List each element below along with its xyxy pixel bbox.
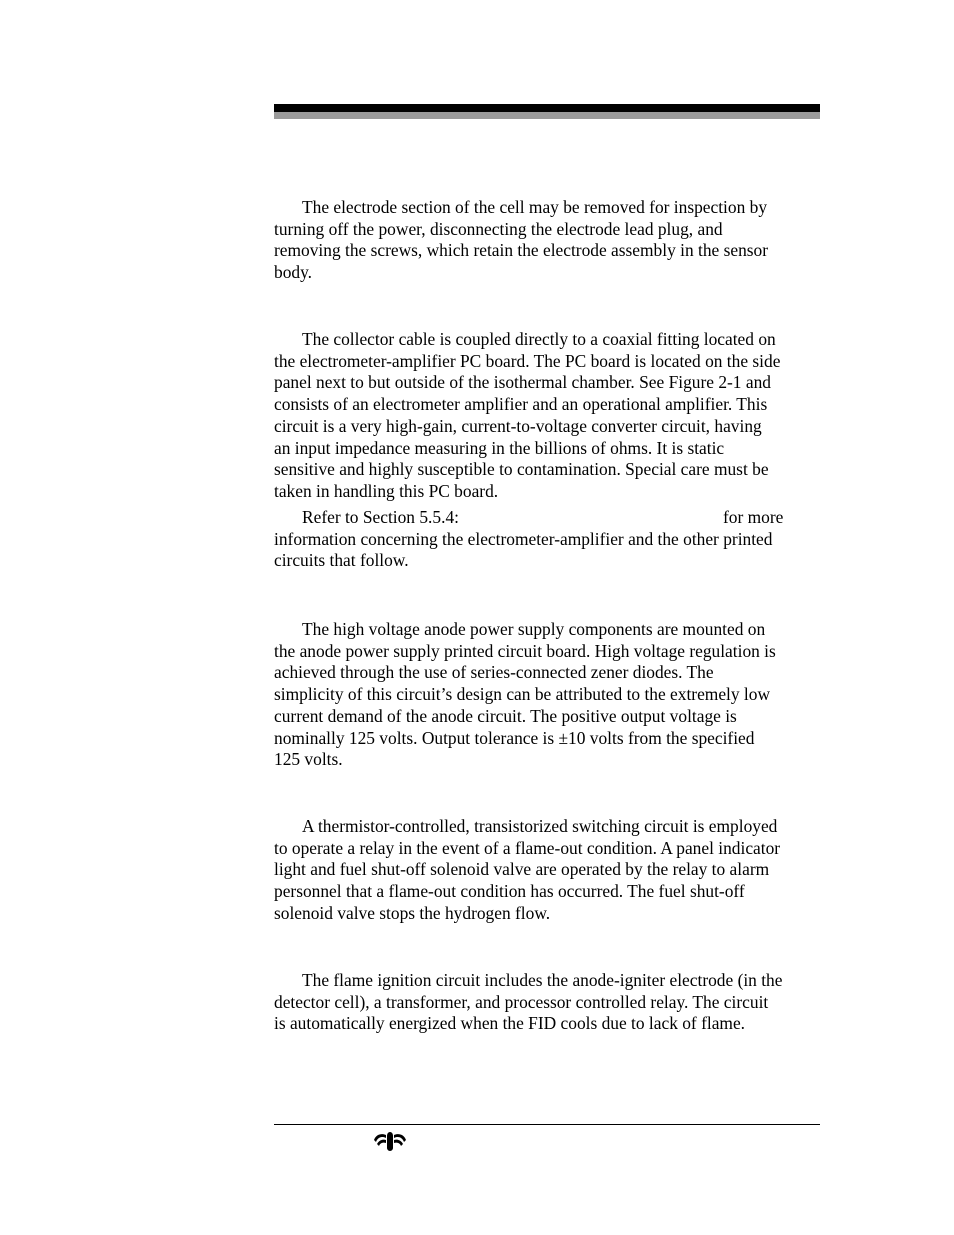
text-line: information concerning the electrometer-amplifier and the other printed — [274, 528, 773, 549]
header-rule-shadow — [274, 112, 820, 119]
text-line: A thermistor-controlled, transistorized switching circuit is employed — [302, 816, 778, 836]
text-line: 125 volts. — [274, 749, 343, 770]
text-line: the electrometer-amplifier PC board. The PC board is located on the side — [274, 350, 781, 371]
footer-rule — [274, 1124, 820, 1125]
text-line: consists of an electrometer amplifier and an operational amplifier. This — [274, 394, 768, 415]
text-line: removing the screws, which retain the electrode assembly in the sensor — [274, 240, 769, 261]
text-line: body. — [274, 262, 312, 283]
header-rule — [274, 104, 820, 112]
text-line: nominally 125 volts. Output tolerance is ±10 volts from the specified — [274, 727, 755, 748]
paragraph-thermistor — [274, 816, 822, 925]
paragraph-anode — [274, 619, 822, 771]
paragraph-collector — [274, 329, 822, 503]
text-line: sensitive and highly susceptible to contamination. Special care must be — [274, 459, 769, 480]
text-line: circuit is a very high-gain, current-to-voltage converter circuit, having — [274, 415, 762, 436]
text-line: personnel that a flame-out condition has occurred. The fuel shut-off — [274, 881, 745, 902]
text-line: light and fuel shut-off solenoid valve are operated by the relay to alarm — [274, 859, 770, 880]
text-line: The flame ignition circuit includes the anode-igniter electrode (in the — [302, 970, 783, 990]
text-line: is automatically energized when the FID cools due to lack of flame. — [274, 1013, 746, 1034]
text-line: simplicity of this circuit’s design can be attributed to the extremely low — [274, 684, 770, 705]
text-line: current demand of the anode circuit. The positive output voltage is — [274, 705, 737, 726]
text-line: circuits that follow. — [274, 550, 409, 571]
text-line: The high voltage anode power supply components are mounted on — [302, 619, 766, 639]
text-line: The collector cable is coupled directly to a coaxial fitting located on — [302, 329, 776, 349]
text-line: to operate a relay in the event of a flame-out condition. A panel indicator — [274, 837, 781, 858]
teledyne-logo-icon — [372, 1130, 408, 1152]
text-line: The electrode section of the cell may be removed for inspection by — [302, 197, 768, 217]
paragraph-electrode — [274, 197, 822, 284]
text-line — [274, 507, 822, 529]
paragraph-refer — [274, 507, 822, 572]
text-line: turning off the power, disconnecting the electrode lead plug, and — [274, 218, 723, 239]
text-line: the anode power supply printed circuit board. High voltage regulation is — [274, 640, 776, 661]
text-line: solenoid valve stops the hydrogen flow. — [274, 902, 551, 923]
text-line: panel next to but outside of the isothermal chamber. See Figure 2-1 and — [274, 372, 771, 393]
text-line: taken in handling this PC board. — [274, 480, 499, 501]
section-reference: Refer to Section 5.5.4: — [302, 507, 459, 527]
paragraph-ignition — [274, 970, 822, 1035]
text-line: achieved through the use of series-connected zener diodes. The — [274, 662, 714, 683]
text-line: detector cell), a transformer, and processor controlled relay. The circuit — [274, 991, 769, 1012]
text-line: an input impedance measuring in the billions of ohms. It is static — [274, 437, 725, 458]
text-fragment: for more — [722, 507, 784, 527]
